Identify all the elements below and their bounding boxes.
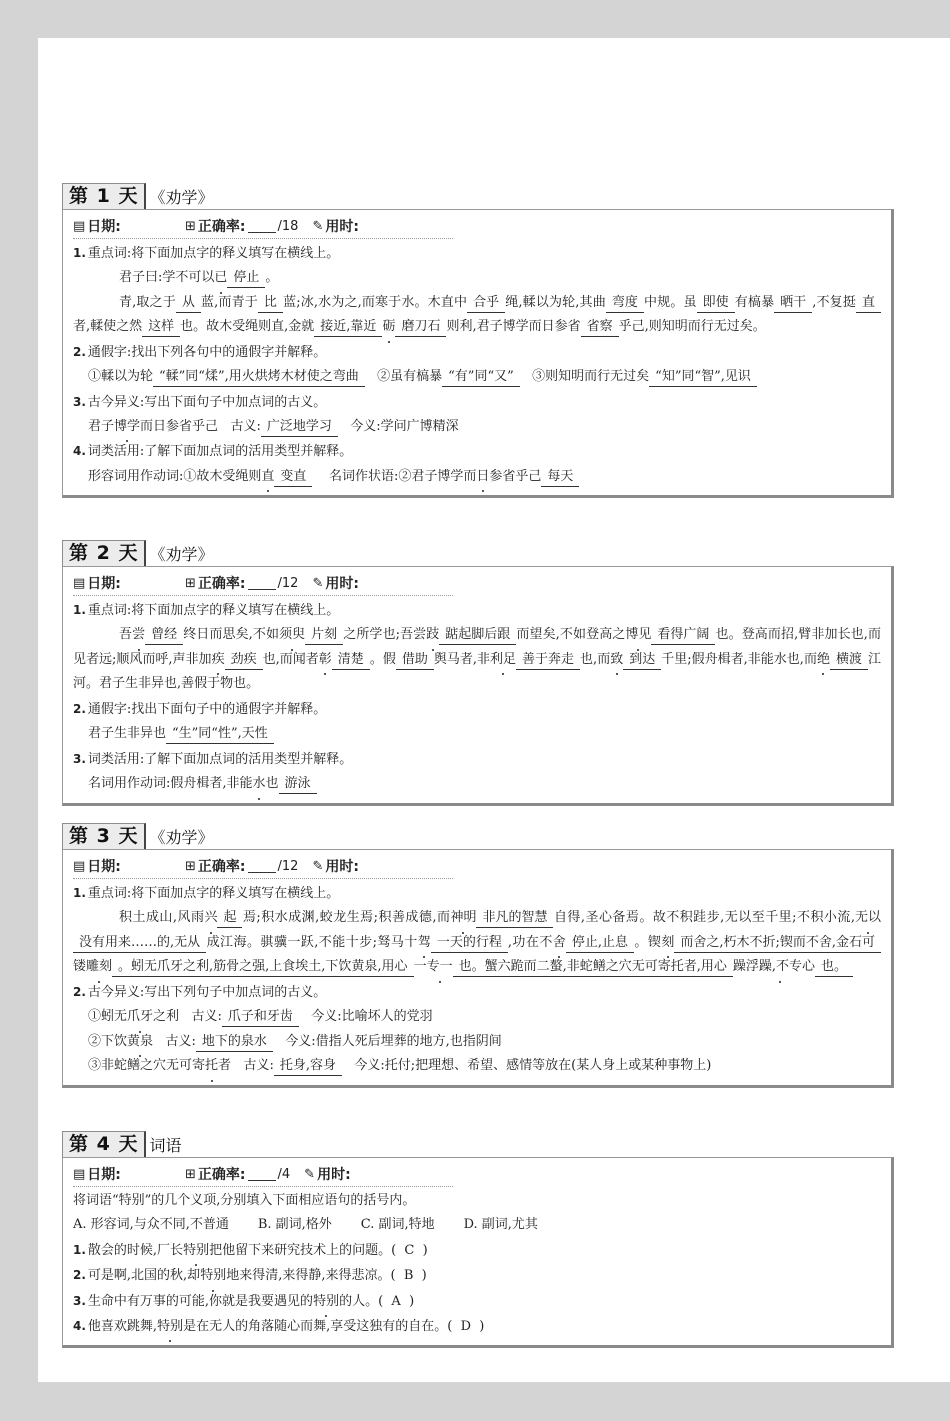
answer-choice[interactable]: C — [404, 1242, 415, 1258]
day-header — [62, 183, 894, 209]
answer-blank[interactable]: 直 — [856, 294, 881, 313]
exercise-box — [62, 209, 894, 498]
accuracy-blank[interactable] — [248, 859, 276, 873]
answer-blank[interactable]: 游泳 — [279, 775, 317, 794]
answer-blank[interactable]: 爪子和牙齿 — [222, 1008, 299, 1027]
passage: 积土成山,风雨兴 起 焉;积水成渊,蛟龙生焉;积善成德,而神明 非凡的智慧 自得,圣心备焉。故不积跬步,无以至千里;不积小流,无以没有用来……的,无从 成江海。骐骥一跃,不能十步;驽马十驾 一天的行程 ,功在不舍 停止,止息 。锲刻 而舍之,朽木不折;锲而不舍,金石可镂雕刻 。蚓无爪牙之利,筋骨之强,上食埃土,下饮黄泉,用心 一专一 也。蟹六跪而二螯,非蛇鳝之穴无可寄托者,用心 躁浮躁,不专心 也。 — [73, 906, 881, 980]
answer-blank[interactable]: 省察 — [581, 318, 619, 337]
answer-blank[interactable]: 曾经 — [145, 626, 183, 645]
document-icon: ▤ — [73, 218, 86, 234]
day-1-section — [62, 183, 894, 498]
day-2-section — [62, 540, 894, 806]
grid-icon: ⊞ — [185, 218, 196, 234]
answer-blank[interactable]: 即使 — [697, 294, 735, 313]
question-title: 4. 词类活用:了解下面加点词的活用类型并解释。 — [73, 444, 353, 460]
option-d: D. 副词,尤其 — [463, 1217, 538, 1233]
sentence-line: 君子曰:学不可以已 停止 。 — [73, 266, 881, 290]
accuracy-label: 正确率: — [197, 219, 246, 235]
grid-icon: ⊞ — [185, 575, 196, 591]
answer-blank[interactable]: 起 — [217, 909, 242, 928]
day-header — [62, 1131, 894, 1157]
answer-blank[interactable]: “知”同“智”,见识 — [649, 368, 757, 387]
accuracy-blank[interactable] — [248, 219, 276, 233]
answer-blank[interactable]: 磨刀石 — [395, 318, 446, 337]
question-item: 1. 散会的时候,厂长特别把他留下来研究技术上的问题。( C ) — [73, 1238, 881, 1263]
answer-blank[interactable]: 。蚓无爪牙之利,筋骨之强,上食埃土,下饮黄泉,用心 — [112, 958, 414, 977]
question-title: 1. 重点词:将下面加点字的释义填写在横线上。 — [73, 246, 340, 261]
time-label: 用时: — [317, 1167, 351, 1183]
answer-blank[interactable]: 合乎 — [467, 294, 505, 313]
day-3-section — [62, 823, 894, 1088]
question-title: 2. 通假字:找出下列各句中的通假字并解释。 — [73, 344, 327, 360]
answer-blank[interactable]: 停止 — [227, 269, 265, 288]
answer-blank[interactable]: 踮起脚后跟 — [439, 626, 516, 645]
day-badge: 第 2 天 — [62, 540, 146, 566]
answer-choice[interactable]: A — [391, 1293, 401, 1309]
question-title: 1. 重点词:将下面加点字的释义填写在横线上。 — [73, 886, 340, 901]
date-label: 日期: — [87, 859, 121, 875]
sentence-line: 君子博学而日参省乎己 古义: 广泛地学习 今义:学问广博精深 — [73, 415, 881, 439]
answer-blank[interactable]: 停止,止息 — [566, 934, 634, 953]
day-header — [62, 540, 894, 566]
pen-icon: ✎ — [312, 858, 324, 874]
document-icon: ▤ — [73, 858, 86, 874]
grid-icon: ⊞ — [185, 1166, 196, 1182]
answer-blank[interactable]: 变直 — [274, 468, 312, 487]
exercise-box — [62, 566, 894, 806]
answer-blank[interactable]: 接近,靠近 — [314, 318, 382, 337]
answer-blank[interactable]: 晒干 — [774, 294, 812, 313]
options-row — [73, 1213, 881, 1237]
accuracy-blank[interactable] — [248, 1167, 276, 1181]
answer-blank[interactable]: 借助 — [396, 651, 434, 670]
sentence-line: 名词用作动词:假舟楫者,非能水也 游泳 — [73, 772, 881, 796]
sentence-line: ①輮以为轮 “輮”同“煣”,用火烘烤木材使之弯曲 ②虽有槁暴 “有”同“又” ③则知明而行无过矣 “知”同“智”,见识 — [73, 365, 881, 389]
total-score: /4 — [277, 1166, 291, 1182]
pen-icon: ✎ — [312, 218, 324, 234]
instruction: 将词语“特别”的几个义项,分别填入下面相应语句的括号内。 — [73, 1193, 416, 1208]
answer-blank[interactable]: “輮”同“煣”,用火烘烤木材使之弯曲 — [153, 368, 365, 387]
question-title: 2. 古今异义:写出下列句子中加点词的古义。 — [73, 984, 327, 1000]
total-score: /12 — [277, 575, 299, 591]
answer-blank[interactable]: 劲疾 — [225, 651, 263, 670]
sentence-line: 君子生非异也 “生”同“性”,天性 — [73, 722, 881, 746]
total-score: /12 — [277, 858, 299, 874]
day-header — [62, 823, 894, 849]
answer-blank[interactable]: 地下的泉水 — [196, 1033, 273, 1052]
day-badge: 第 1 天 — [62, 183, 146, 209]
passage: 青,取之于 从 蓝,而青于 比 蓝;冰,水为之,而寒于水。木直中 合乎 绳,輮以为轮,其曲 弯度 中规。虽 即使 有槁暴 晒干 ,不复挺 直者,輮使之然 这样 也。故木受绳则直,金就 接近,靠近 砺 磨刀石 则利,君子博学而日参省 省察 乎己,则知明而行无过矣。 — [73, 291, 881, 340]
grid-icon: ⊞ — [185, 858, 196, 874]
accuracy-label: 正确率: — [197, 576, 246, 592]
answer-blank[interactable]: 也。蟹六跪而二螯,非蛇鳝之穴无可寄托者,用心 — [453, 958, 733, 977]
question-title: 3. 古今异义:写出下面句子中加点词的古义。 — [73, 394, 327, 410]
question-item: 4. 他喜欢跳舞,特别是在无人的角落随心而舞,享受这独有的自在。( D ) — [73, 1314, 881, 1339]
meta-row — [73, 854, 453, 879]
answer-blank[interactable]: 没有用来……的,无从 — [73, 934, 206, 953]
sentence-line: ③非蛇鳝之穴无可寄托者 古义: 托身,容身 今义:托付;把理想、希望、感情等放在(某人身上或某种事物上) — [73, 1054, 881, 1078]
answer-blank[interactable]: 善于奔走 — [516, 651, 580, 670]
accuracy-label: 正确率: — [197, 859, 246, 875]
time-label: 用时: — [325, 576, 359, 592]
answer-blank[interactable]: “有”同“又” — [442, 368, 520, 387]
answer-blank[interactable]: 而舍之,朽木不折;锲而不舍,金石可 — [674, 934, 881, 953]
day-subtitle: 《劝学》 — [149, 545, 214, 564]
question-title: 2. 通假字:找出下面句子中的通假字并解释。 — [73, 701, 327, 717]
answer-blank[interactable]: 也。 — [815, 958, 853, 977]
answer-blank[interactable]: 广泛地学习 — [261, 418, 338, 437]
document-icon: ▤ — [73, 575, 86, 591]
meta-row — [73, 1162, 453, 1187]
answer-choice[interactable]: B — [403, 1268, 414, 1284]
date-label: 日期: — [87, 219, 121, 235]
sentence-line: 形容词用作动词:①故木受绳则直 变直 名词作状语:②君子博学而日参省乎己 每天 — [73, 465, 881, 489]
sentence-line: ②下饮黄泉 古义: 地下的泉水 今义:借指人死后埋葬的地方,也指阴间 — [73, 1030, 881, 1054]
question-title: 3. 词类活用:了解下面加点词的活用类型并解释。 — [73, 751, 353, 767]
answer-blank[interactable]: 从 — [176, 294, 201, 313]
date-label: 日期: — [87, 576, 121, 592]
answer-blank[interactable]: 看得广阔 — [651, 626, 715, 645]
answer-blank[interactable]: 这样 — [142, 318, 180, 337]
answer-blank[interactable]: 到达 — [623, 651, 661, 670]
answer-blank[interactable]: 弯度 — [606, 294, 644, 313]
day-badge: 第 4 天 — [62, 1131, 146, 1157]
question-item: 3. 生命中有万事的可能,你就是我要遇见的特别的人。( A ) — [73, 1289, 881, 1314]
answer-blank[interactable]: 一天的行程 — [431, 934, 508, 953]
exercise-box — [62, 1157, 894, 1348]
answer-choice[interactable]: D — [460, 1319, 471, 1335]
total-score: /18 — [277, 218, 299, 234]
answer-blank[interactable]: 非凡的智慧 — [476, 909, 553, 928]
day-subtitle: 词语 — [149, 1136, 182, 1155]
question-item: 2. 可是啊,北国的秋,却特别地来得清,来得静,来得悲凉。( B ) — [73, 1263, 881, 1288]
accuracy-label: 正确率: — [197, 1167, 246, 1183]
day-4-section — [62, 1131, 894, 1348]
answer-blank[interactable]: “生”同“性”,天性 — [166, 725, 274, 744]
exercise-box — [62, 849, 894, 1088]
time-label: 用时: — [325, 219, 359, 235]
day-badge: 第 3 天 — [62, 823, 146, 849]
meta-row — [73, 214, 453, 239]
question-title: 1. 重点词:将下面加点字的释义填写在横线上。 — [73, 603, 340, 618]
answer-blank[interactable]: 托身,容身 — [274, 1057, 342, 1076]
meta-row — [73, 571, 453, 596]
document-icon: ▤ — [73, 1166, 86, 1182]
answer-blank[interactable]: 横渡 — [830, 651, 868, 670]
pen-icon: ✎ — [304, 1166, 316, 1182]
accuracy-blank[interactable] — [248, 576, 276, 590]
pen-icon: ✎ — [312, 575, 324, 591]
sentence-line: ①蚓无爪牙之利 古义: 爪子和牙齿 今义:比喻坏人的党羽 — [73, 1005, 881, 1029]
option-b: B. 副词,格外 — [257, 1217, 332, 1233]
time-label: 用时: — [325, 859, 359, 875]
date-label: 日期: — [87, 1167, 121, 1183]
day-subtitle: 《劝学》 — [149, 188, 214, 207]
option-c: C. 副词,特地 — [360, 1217, 435, 1233]
day-subtitle: 《劝学》 — [149, 828, 214, 847]
answer-blank[interactable]: 每天 — [541, 468, 579, 487]
answer-blank[interactable]: 比 — [258, 294, 283, 313]
answer-blank[interactable]: 清楚 — [332, 651, 370, 670]
passage: 吾尝 曾经 终日而思矣,不如须臾 片刻 之所学也;吾尝跂 踮起脚后跟 而望矣,不如登高之博见 看得广阔 也。登高而招,臂非加长也,而见者远;顺风而呼,声非加疾 劲疾 也,而闻者彰 清楚 。假 借助 舆马者,非利足 善于奔走 也,而致 到达 千里;假舟楫者,非能水也,而绝 横渡 江河。君子生非异也,善假于物也。 — [73, 623, 881, 697]
answer-blank[interactable]: 片刻 — [305, 626, 343, 645]
option-a: A. 形容词,与众不同,不普通 — [73, 1217, 229, 1233]
